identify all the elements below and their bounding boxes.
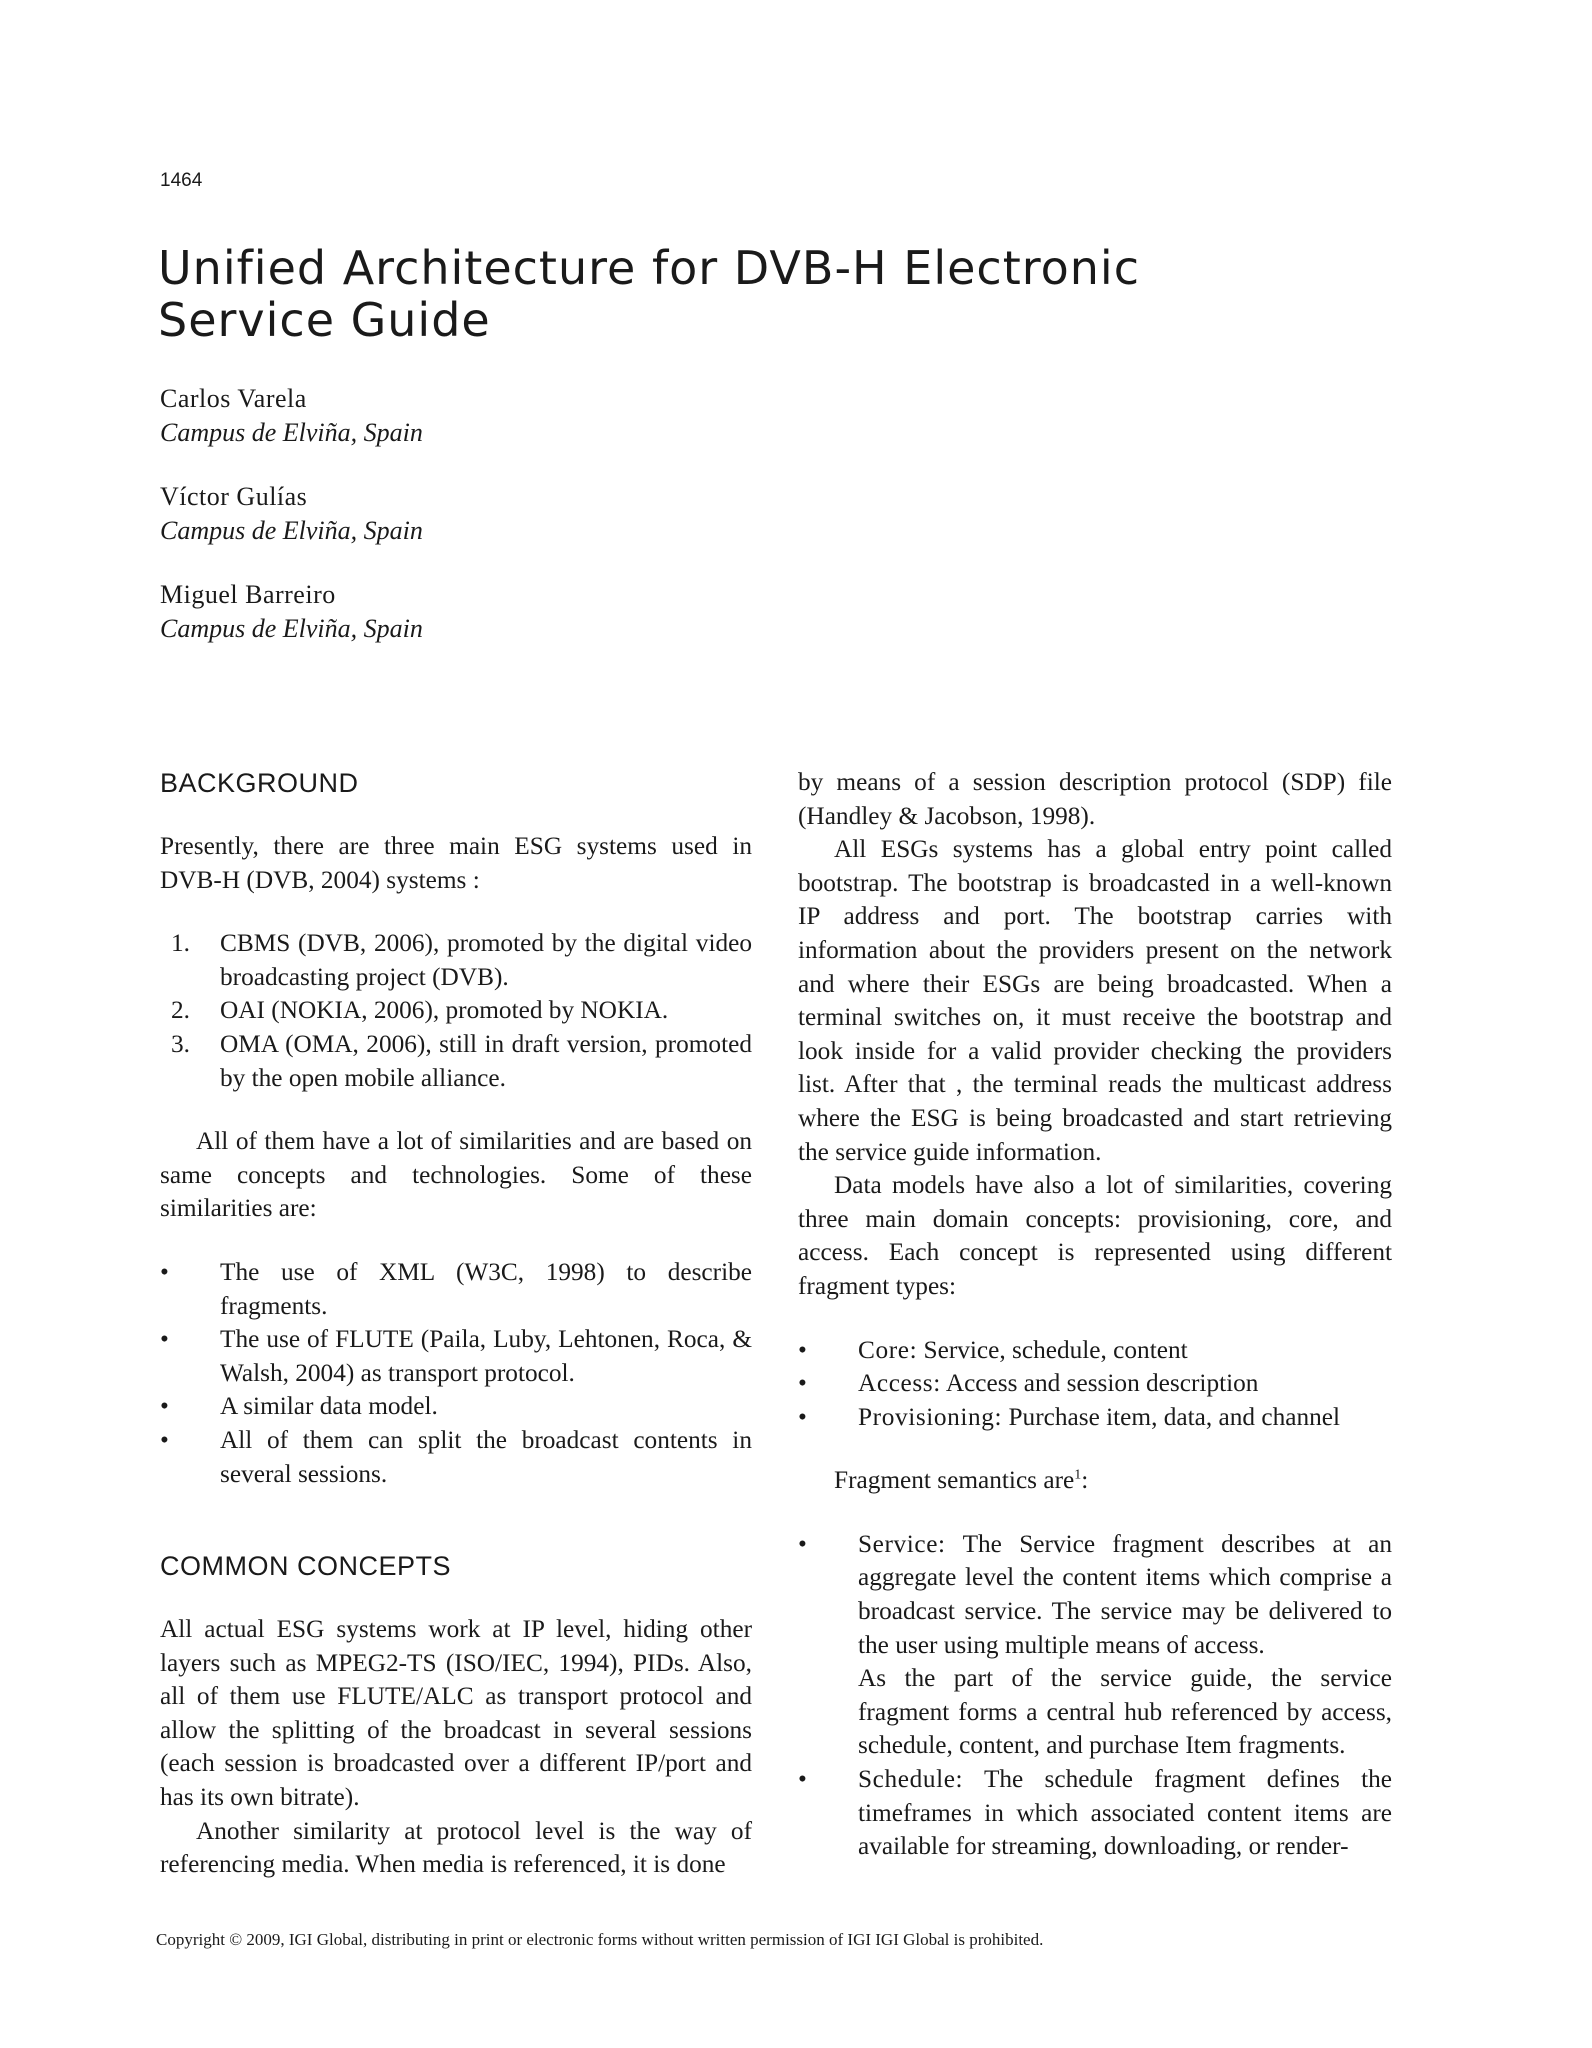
- common-concepts-heading: COMMON CONCEPTS: [160, 1551, 451, 1582]
- list-item-text: Access and session description: [945, 1369, 1259, 1398]
- list-item-text: The use of XML (W3C, 1998) to describe fragments.: [220, 1257, 752, 1320]
- common-concepts-paragraph: Another similarity at protocol level is the way of referencing media. When media is referenced, it is done: [160, 1816, 752, 1879]
- page-number: 1464: [160, 170, 203, 191]
- bullet: •: [798, 1335, 807, 1364]
- author-name: Miguel Barreiro: [160, 580, 336, 609]
- list-item: [798, 1528, 1392, 1763]
- list-item: [160, 927, 752, 994]
- title-line-2: Service Guide: [158, 293, 491, 347]
- author-block: [160, 480, 860, 548]
- similarities-intro: All of them have a lot of similarities and are based on same concepts and technologies. Some of these similarities are:: [160, 1127, 752, 1223]
- list-item-text: OMA (OMA, 2006), still in draft version, promoted by the open mobile alliance.: [220, 1029, 752, 1092]
- list-item: [798, 1401, 1392, 1435]
- list-item-text: CBMS (DVB, 2006), promoted by the digital video broadcasting project (DVB).: [220, 929, 752, 991]
- semantics-intro-text: Fragment semantics are: [834, 1466, 1075, 1495]
- list-item: [160, 1256, 752, 1323]
- fragment-semantics-list: [798, 1528, 1392, 1864]
- author-block: [160, 382, 860, 450]
- list-item-text: OAI (NOKIA, 2006), promoted by NOKIA.: [220, 996, 669, 1025]
- list-item: [798, 1334, 1392, 1368]
- list-item-subparagraph: As the part of the service guide, the service fragment forms a central hub referenced by access, schedule, content, and purchase Item fragments.: [858, 1664, 1392, 1760]
- list-item: [798, 1367, 1392, 1401]
- list-item: [798, 1763, 1392, 1864]
- copyright-footer: Copyright © 2009, IGI Global, distributing in print or electronic forms without written permission of IGI IGI Global is prohibited.: [156, 1930, 1044, 1949]
- list-item: [160, 1323, 752, 1390]
- list-term: Provisioning:: [858, 1402, 1003, 1431]
- list-term: Service:: [858, 1529, 946, 1558]
- bullet: •: [160, 1325, 169, 1354]
- continued-paragraph: by means of a session description protocol (SDP) file (Handley & Jacobson, 1998).: [798, 768, 1392, 830]
- semantics-intro-colon: :: [1081, 1466, 1089, 1495]
- bullet: •: [160, 1425, 169, 1454]
- domain-concepts-list: [798, 1334, 1392, 1435]
- left-column: [160, 766, 752, 1882]
- list-number: 2.: [171, 996, 190, 1025]
- list-number: 3.: [171, 1029, 190, 1058]
- title-line-1: Unified Architecture for DVB-H Electronic: [158, 241, 1141, 295]
- background-intro: Presently, there are three main ESG systems used in DVB-H (DVB, 2004) systems :: [160, 832, 752, 894]
- author-affiliation: Campus de Elviña, Spain: [160, 516, 423, 545]
- list-item: [160, 1028, 752, 1095]
- list-item-text: The schedule fragment defines the timeframes in which associated content items are available for streaming, downloading, or render-: [858, 1765, 1393, 1861]
- right-column: [798, 766, 1392, 1864]
- esg-systems-list: [160, 927, 752, 1095]
- list-item-text: Service, schedule, content: [923, 1335, 1188, 1364]
- data-models-paragraph: Data models have also a lot of similarities, covering three main domain concepts: provisioning, core, and access. Each concept is represented using different fragment types:: [798, 1171, 1392, 1300]
- list-item-text: All of them can split the broadcast contents in several sessions.: [220, 1425, 752, 1488]
- author-affiliation: Campus de Elviña, Spain: [160, 614, 423, 643]
- bullet: •: [798, 1402, 807, 1431]
- background-heading: BACKGROUND: [160, 768, 359, 798]
- bullet: •: [160, 1392, 169, 1421]
- common-concepts-paragraph: All actual ESG systems work at IP level, hiding other layers such as MPEG2-TS (ISO/IEC, 1994), PIDs. Also, all of them use FLUTE/ALC as transport protocol and allow the splitting of the broadcast in several sessions (each session is broadcasted over a different IP/port and has its own bitrate).: [160, 1615, 752, 1812]
- list-item: [160, 994, 752, 1028]
- bullet: •: [798, 1765, 807, 1794]
- list-item-text: The use of FLUTE (Paila, Luby, Lehtonen, Roca, & Walsh, 2004) as transport protocol.: [220, 1325, 752, 1387]
- list-item-text: The Service fragment describes at an aggregate level the content items which comprise a broadcast service. The service may be delivered to the user using multiple means of access.: [858, 1529, 1392, 1659]
- list-item: [160, 1390, 752, 1424]
- author-name: Víctor Gulías: [160, 482, 308, 511]
- list-item-text: A similar data model.: [220, 1392, 438, 1421]
- list-item: [160, 1424, 752, 1491]
- author-block: [160, 578, 860, 646]
- list-term: Schedule:: [858, 1765, 964, 1794]
- paper-title: [158, 242, 1358, 346]
- author-name: Carlos Varela: [160, 384, 307, 413]
- list-item-text: Purchase item, data, and channel: [1008, 1402, 1341, 1431]
- author-affiliation: Campus de Elviña, Spain: [160, 418, 423, 447]
- bullet: •: [160, 1257, 169, 1286]
- list-term: Access:: [858, 1369, 941, 1398]
- footnote-marker: 1: [1074, 1467, 1082, 1483]
- bullet: •: [798, 1369, 807, 1398]
- list-number: 1.: [171, 929, 190, 958]
- bullet: •: [798, 1529, 807, 1558]
- bootstrap-paragraph: All ESGs systems has a global entry point called bootstrap. The bootstrap is broadcasted in a well-known IP address and port. The bootstrap carries with information about the providers present on the network and where their ESGs are being broadcasted. When a terminal switches on, it must receive the bootstrap and look inside for a valid provider checking the providers list. After that , the terminal reads the multicast address where the ESG is being broadcasted and start retrieving the service guide information.: [798, 835, 1392, 1166]
- list-term: Core:: [858, 1335, 918, 1364]
- author-list: [160, 382, 860, 676]
- similarities-list: [160, 1256, 752, 1491]
- semantics-intro: [798, 1464, 1392, 1498]
